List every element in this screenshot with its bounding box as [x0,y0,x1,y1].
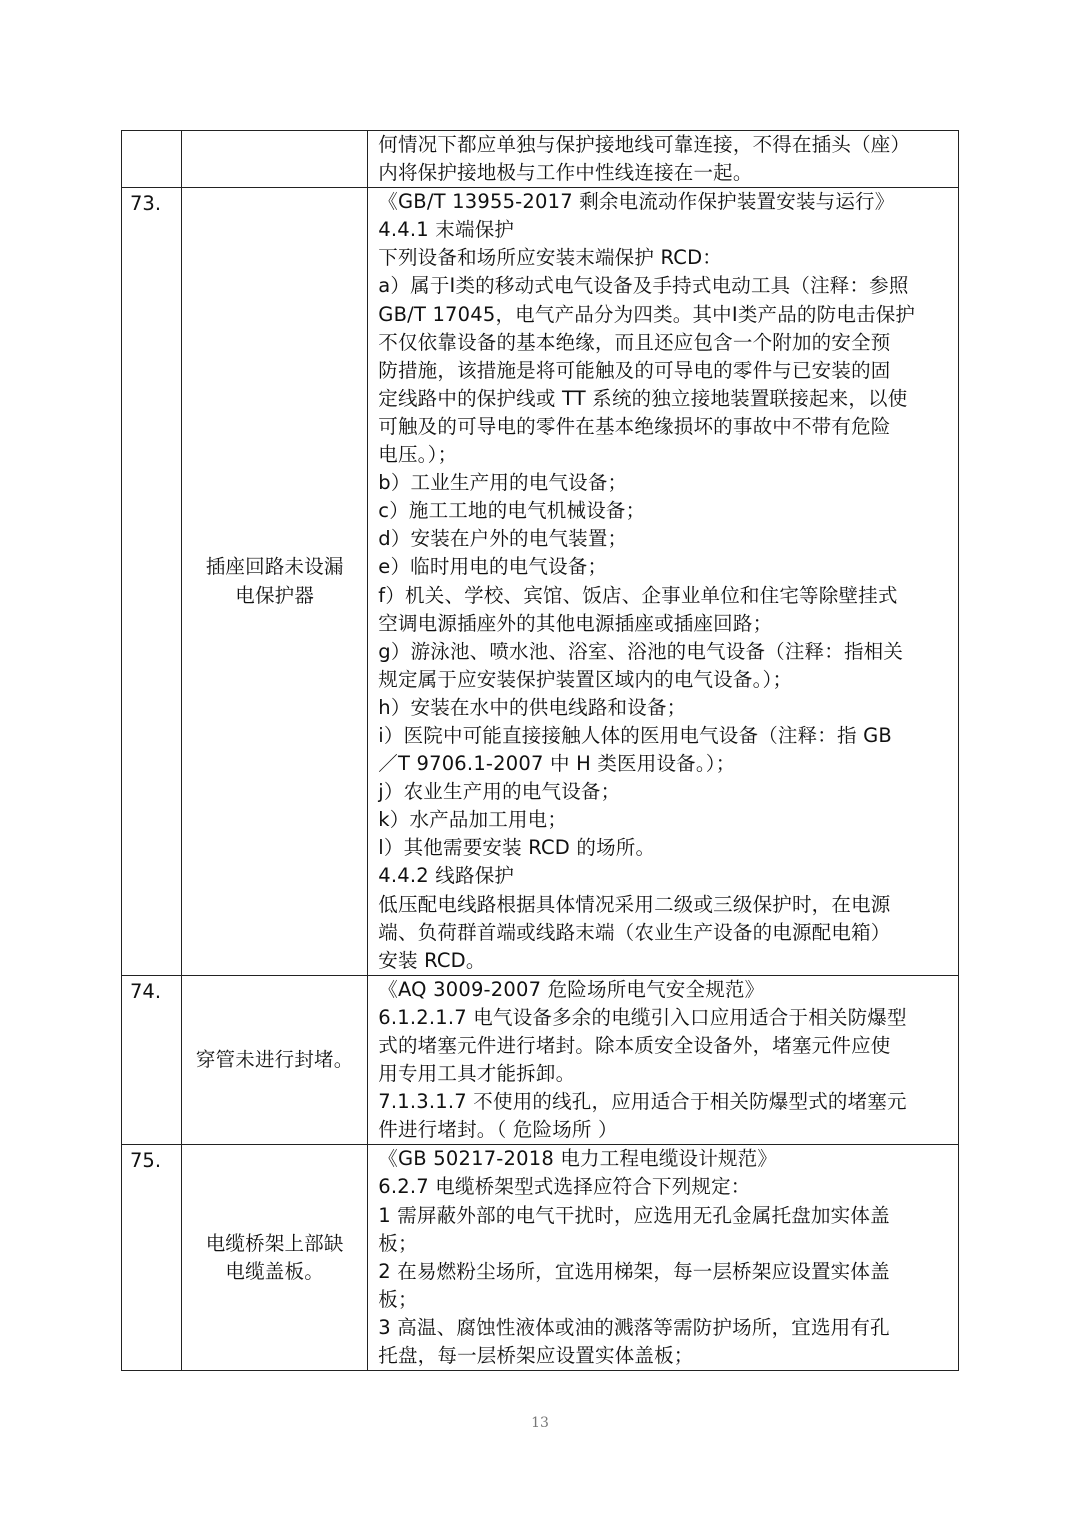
regulation-text-line: h）安装在水中的供电线路和设备； [378,695,687,719]
regulation-text-line: 低压配电线路根据具体情况采用二级或三级保护时，在电源 [378,892,891,916]
item-number: 74. [122,975,182,1145]
regulation-text-line: 《GB 50217-2018 电力工程电缆设计规范》 [378,1147,778,1171]
regulation-text-line: 2 在易燃粉尘场所，宜选用梯架，每一层桥架应设置实体盖 [378,1259,890,1283]
regulation-text-line: d）安装在户外的电气装置； [378,527,628,551]
regulation-text-line: a）属于I类的移动式电气设备及手持式电动工具（注释：参照 [378,274,909,298]
regulation-content-cell [368,131,959,188]
regulation-text-line: b）工业生产用的电气设备； [378,471,628,495]
regulation-text-line: 1 需屏蔽外部的电气干扰时，应选用无孔金属托盘加实体盖 [378,1203,890,1227]
table-row [122,975,959,1145]
regulation-text-line: 规定属于应安装保护装置区域内的电气设备。）； [378,667,793,691]
regulation-content-cell [368,1145,959,1371]
regulation-text-line: g）游泳池、喷水池、浴室、浴池的电气设备（注释：指相关 [378,639,904,663]
issue-line: 插座回路未设漏 [205,555,344,579]
regulation-content-cell [368,975,959,1145]
regulation-content-cell [368,188,959,976]
regulation-text-line: 不仅依靠设备的基本绝缘，而且还应包含一个附加的安全预 [378,330,891,354]
regulation-text-line: 6.1.2.1.7 电气设备多余的电缆引入口应用适合于相关防爆型 [378,1005,907,1029]
issue-cell [182,131,368,188]
item-number [122,131,182,188]
regulation-text-line: 定线路中的保护线或 TT 系统的独立接地装置联接起来，以使 [378,386,908,410]
regulation-text-line: 托盘，每一层桥架应设置实体盖板； [378,1344,694,1368]
regulation-table [121,130,959,1371]
issue-cell [182,1145,368,1371]
regulation-text-line: 3 高温、腐蚀性液体或油的溅落等需防护场所，宜选用有孔 [378,1315,890,1339]
regulation-text-line: j）农业生产用的电气设备； [378,780,621,804]
table-row [122,188,959,976]
regulation-text-line: 端、负荷群首端或线路末端（农业生产设备的电源配电箱） [378,920,891,944]
table-row [122,1145,959,1371]
regulation-text-line: 安装 RCD。 [378,948,486,972]
regulation-text-line: 《GB/T 13955-2017 剩余电流动作保护装置安装与运行》 [378,190,895,214]
issue-line: 电缆桥架上部缺 [205,1231,344,1255]
regulation-text-line: f）机关、学校、宾馆、饭店、企事业单位和住宅等除壁挂式 [378,583,898,607]
regulation-text-line: 空调电源插座外的其他电源插座或插座回路； [378,611,773,635]
regulation-text-line: 板； [378,1231,418,1255]
issue-line: 电保护器 [235,583,315,607]
regulation-text-line: 何情况下都应单独与保护接地线可靠连接，不得在插头（座） [378,133,911,156]
issue-line: 穿管未进行封堵。 [195,1048,354,1072]
regulation-text-line: 内将保护接地极与工作中性线连接在一起。 [378,161,753,185]
regulation-text-line: c）施工工地的电气机械设备； [378,499,646,523]
regulation-text-line: 电压。）； [378,443,458,467]
regulation-text-line: 件进行堵封。（ 危险场所 ） [378,1118,618,1142]
issue-cell [182,188,368,976]
regulation-text-line: i）医院中可能直接接触人体的医用电气设备（注释：指 GB [378,723,892,747]
regulation-text-line: 防措施，该措施是将可能触及的可导电的零件与已安装的固 [378,358,891,382]
item-number: 75. [122,1145,182,1371]
regulation-text-line: 板； [378,1287,418,1311]
regulation-text-line: 6.2.7 电缆桥架型式选择应符合下列规定： [378,1175,751,1199]
page-number: 13 [531,1415,549,1431]
regulation-text-line: ／T 9706.1-2007 中 H 类医用设备。）； [378,752,736,776]
table-row [122,131,959,188]
regulation-text-line: 式的堵塞元件进行堵封。除本质安全设备外，堵塞元件应使 [378,1034,891,1057]
regulation-text-line: 下列设备和场所应安装末端保护 RCD： [378,246,722,270]
regulation-text-line: 4.4.2 线路保护 [378,864,515,888]
regulation-text-line: 用专用工具才能拆卸。 [378,1062,576,1086]
regulation-text-line: l）其他需要安装 RCD 的场所。 [378,836,656,860]
regulation-text-line: GB/T 17045，电气产品分为四类。其中I类产品的防电击保护 [378,302,916,326]
issue-line: 电缆盖板。 [225,1259,324,1283]
regulation-text-line: 《AQ 3009-2007 危险场所电气安全规范》 [378,977,765,1001]
item-number: 73. [122,188,182,976]
issue-cell [182,975,368,1145]
regulation-text-line: 7.1.3.1.7 不使用的线孔，应用适合于相关防爆型式的堵塞元 [378,1090,907,1114]
regulation-text-line: k）水产品加工用电； [378,808,568,832]
regulation-text-line: e）临时用电的电气设备； [378,555,608,579]
regulation-text-line: 4.4.1 末端保护 [378,218,515,242]
regulation-text-line: 可触及的可导电的零件在基本绝缘损坏的事故中不带有危险 [378,414,891,438]
